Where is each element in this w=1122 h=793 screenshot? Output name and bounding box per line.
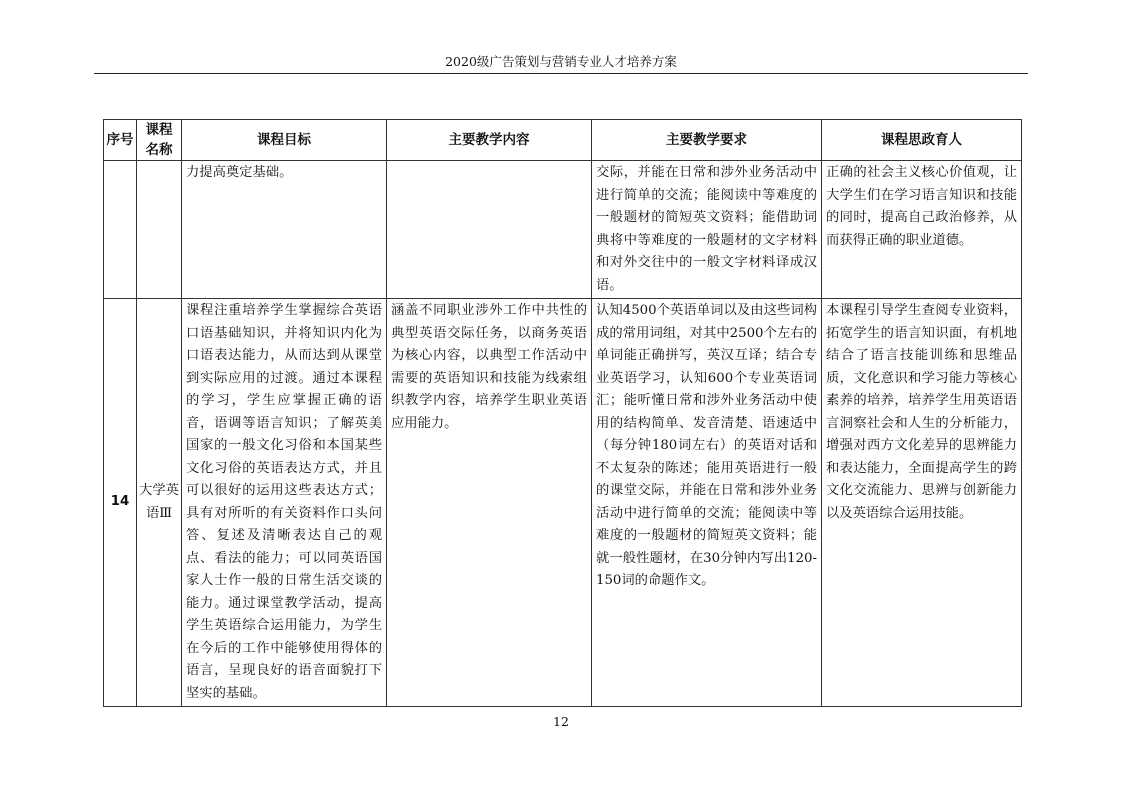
cell-num	[104, 161, 137, 299]
cell-teaching-requirement: 认知4500个英语单词以及由这些词构成的常用词组，对其中2500个左右的单词能正确拼写，英汉互译；结合专业英语学习，认知600个专业英语词汇；能听懂日常和涉外业务活动中使用的结构简单、发音清楚、语速适中（每分钟180词左右）的英语对话和不太复杂的陈述；能用英语进行一般的课堂交际，并能在日常和涉外业务活动中进行简单的交流；能阅读中等难度的一般题材的简短英文资料；能就一般性题材，在30分钟内写出120-150词的命题作文。	[592, 299, 822, 707]
cell-num: 14	[104, 299, 137, 707]
header-num: 序号	[104, 120, 137, 161]
table-header-row	[104, 120, 1022, 161]
cell-teaching-content: 涵盖不同职业涉外工作中共性的典型英语交际任务，以商务英语为核心内容，以典型工作活动中需要的英语知识和技能为线索组织教学内容，培养学生职业英语应用能力。	[387, 299, 592, 707]
cell-teaching-requirement: 交际，并能在日常和涉外业务活动中进行简单的交流；能阅读中等难度的一般题材的简短英文资料；能借助词典将中等难度的一般题材的文字材料和对外交往中的一般文字材料译成汉语。	[592, 161, 822, 299]
table-row	[104, 299, 1022, 707]
header-ideology-education: 课程思政育人	[822, 120, 1022, 161]
header-teaching-content: 主要教学内容	[387, 120, 592, 161]
table-row	[104, 161, 1022, 299]
cell-course-name	[137, 161, 182, 299]
cell-ideology-education: 本课程引导学生查阅专业资料，拓宽学生的语言知识面，有机地结合了语言技能训练和思维品质，文化意识和学习能力等核心素养的培养，培养学生用英语语言洞察社会和人生的分析能力，增强对西方文化差异的思辨能力和表达能力，全面提高学生的跨文化交流能力、思辨与创新能力以及英语综合运用技能。	[822, 299, 1022, 707]
header-divider	[94, 73, 1028, 74]
cell-ideology-education: 正确的社会主义核心价值观，让大学生们在学习语言知识和技能的同时，提高自己政治修养，从而获得正确的职业道德。	[822, 161, 1022, 299]
header-teaching-requirement: 主要教学要求	[592, 120, 822, 161]
page-number: 12	[553, 714, 569, 729]
page-header-title: 2020级广告策划与营销专业人才培养方案	[445, 54, 677, 69]
header-course-name: 课程名称	[137, 120, 182, 161]
cell-teaching-content	[387, 161, 592, 299]
cell-course-goal: 课程注重培养学生掌握综合英语口语基础知识，并将知识内化为口语表达能力，从而达到从课堂到实际应用的过渡。通过本课程的学习，学生应掌握正确的语音，语调等语言知识；了解英美国家的一般文化习俗和本国某些文化习俗的英语表达方式，并且可以很好的运用这些表达方式；具有对所听的有关资料作口头问答、复述及清晰表达自己的观点、看法的能力；可以同英语国家人士作一般的日常生活交谈的能力。通过课堂教学活动，提高学生英语综合运用能力，为学生在今后的工作中能够使用得体的语言，呈现良好的语音面貌打下坚实的基础。	[182, 299, 387, 707]
header-course-goal: 课程目标	[182, 120, 387, 161]
course-table	[103, 119, 1022, 707]
cell-course-name: 大学英语Ⅲ	[137, 299, 182, 707]
cell-course-goal: 力提高奠定基础。	[182, 161, 387, 299]
